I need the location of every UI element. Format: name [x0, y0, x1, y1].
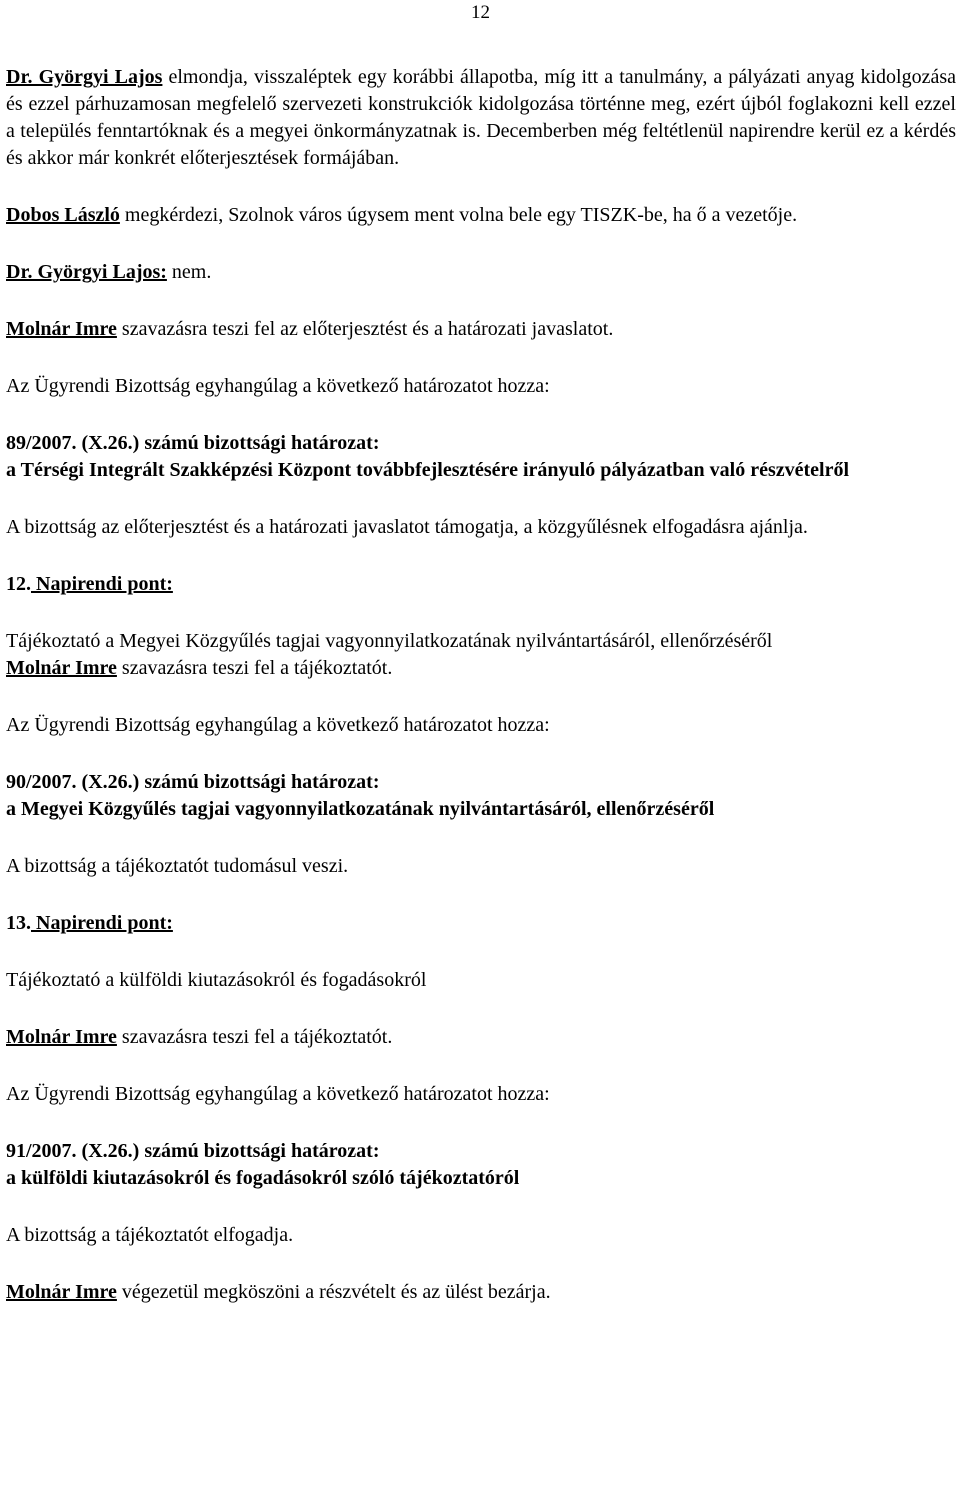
speaker-name: Molnár Imre — [6, 318, 117, 340]
speaker-name: Molnár Imre — [6, 1281, 117, 1303]
agenda-item-title-text: Tájékoztató a Megyei Közgyűlés tagjai vagyonnyilatkozatának nyilvántartásáról, ellenőrzéséről — [6, 630, 773, 652]
paragraph-text: szavazásra teszi fel az előterjesztést és a határozati javaslatot. — [116, 318, 614, 340]
page-number: 12 — [471, 2, 490, 23]
agenda-item-label: Napirendi pont: — [31, 573, 173, 595]
speaker-name: Molnár Imre — [6, 657, 117, 679]
resolution-89-subject: a Térségi Integrált Szakképzési Központ továbbfejlesztésére irányuló pályázatban való részvételről — [6, 459, 850, 481]
speaker-name: Dobos László — [6, 204, 120, 226]
resolution-91-title: 91/2007. (X.26.) számú bizottsági határozat: — [6, 1140, 380, 1162]
paragraph-text: szavazásra teszi fel a tájékoztatót. — [116, 657, 393, 679]
agenda-item-number: 12. — [6, 573, 31, 595]
closing-statement — [6, 1279, 956, 1306]
agenda-item-12-title — [6, 628, 956, 655]
agenda-item-number: 13. — [6, 912, 31, 934]
document-body — [6, 64, 956, 1306]
paragraph-text: elmondja, visszaléptek egy korábbi állapotba, míg itt a tanulmány, a pályázati anyag kidolgozása és ezzel párhuzamosan megfelelő szervezeti konstrukciók kidolgozása történne meg, ezért újból foglakozni kell ezzel a település fenntartóknak és a megyei önkormányzatnak is. Decemberben még feltétlenül napirendre kerül ez a kérdés és akkor már konkrét előterjesztések formájában. — [6, 66, 956, 169]
paragraph-dobos-question — [6, 202, 956, 229]
paragraph-vote-call — [6, 316, 956, 343]
resolution-91-body: A bizottság a tájékoztatót elfogadja. — [6, 1224, 294, 1246]
agenda-item-12-decision-intro: Az Ügyrendi Bizottság egyhangúlag a következő határozatot hozza: — [6, 714, 550, 736]
agenda-item-label: Napirendi pont: — [31, 912, 173, 934]
paragraph-text: nem. — [166, 261, 212, 283]
agenda-item-13-decision-intro: Az Ügyrendi Bizottság egyhangúlag a következő határozatot hozza: — [6, 1083, 550, 1105]
paragraph-text: megkérdezi, Szolnok város úgysem ment volna bele egy TISZK-be, ha ő a vezetője. — [119, 204, 798, 226]
resolution-90-subject: a Megyei Közgyűlés tagjai vagyonnyilatkozatának nyilvántartásáról, ellenőrzéséről — [6, 798, 715, 820]
resolution-91-subject: a külföldi kiutazásokról és fogadásokról szóló tájékoztatóról — [6, 1167, 520, 1189]
resolution-89-body: A bizottság az előterjesztést és a határozati javaslatot támogatja, a közgyűlésnek elfogadásra ajánlja. — [6, 516, 808, 538]
speaker-name: Molnár Imre — [6, 1026, 117, 1048]
speaker-name: Dr. Györgyi Lajos: — [6, 261, 167, 283]
agenda-item-12-vote — [6, 655, 956, 682]
paragraph-text: végezetül megköszöni a részvételt és az ülést bezárja. — [116, 1281, 551, 1303]
agenda-item-13-heading — [6, 910, 956, 937]
agenda-item-13-vote — [6, 1024, 956, 1051]
paragraph-gyorgyi-answer — [6, 259, 956, 286]
agenda-item-12-heading — [6, 571, 956, 598]
resolution-90-title: 90/2007. (X.26.) számú bizottsági határozat: — [6, 771, 380, 793]
resolution-90-body: A bizottság a tájékoztatót tudomásul veszi. — [6, 855, 349, 877]
speaker-name: Dr. Györgyi Lajos — [6, 66, 163, 88]
paragraph-text: szavazásra teszi fel a tájékoztatót. — [116, 1026, 393, 1048]
paragraph-gyorgyi-statement — [6, 64, 956, 172]
paragraph-decision-intro: Az Ügyrendi Bizottság egyhangúlag a következő határozatot hozza: — [6, 375, 550, 397]
resolution-89-title: 89/2007. (X.26.) számú bizottsági határozat: — [6, 432, 380, 454]
agenda-item-13-title: Tájékoztató a külföldi kiutazásokról és fogadásokról — [6, 969, 427, 991]
